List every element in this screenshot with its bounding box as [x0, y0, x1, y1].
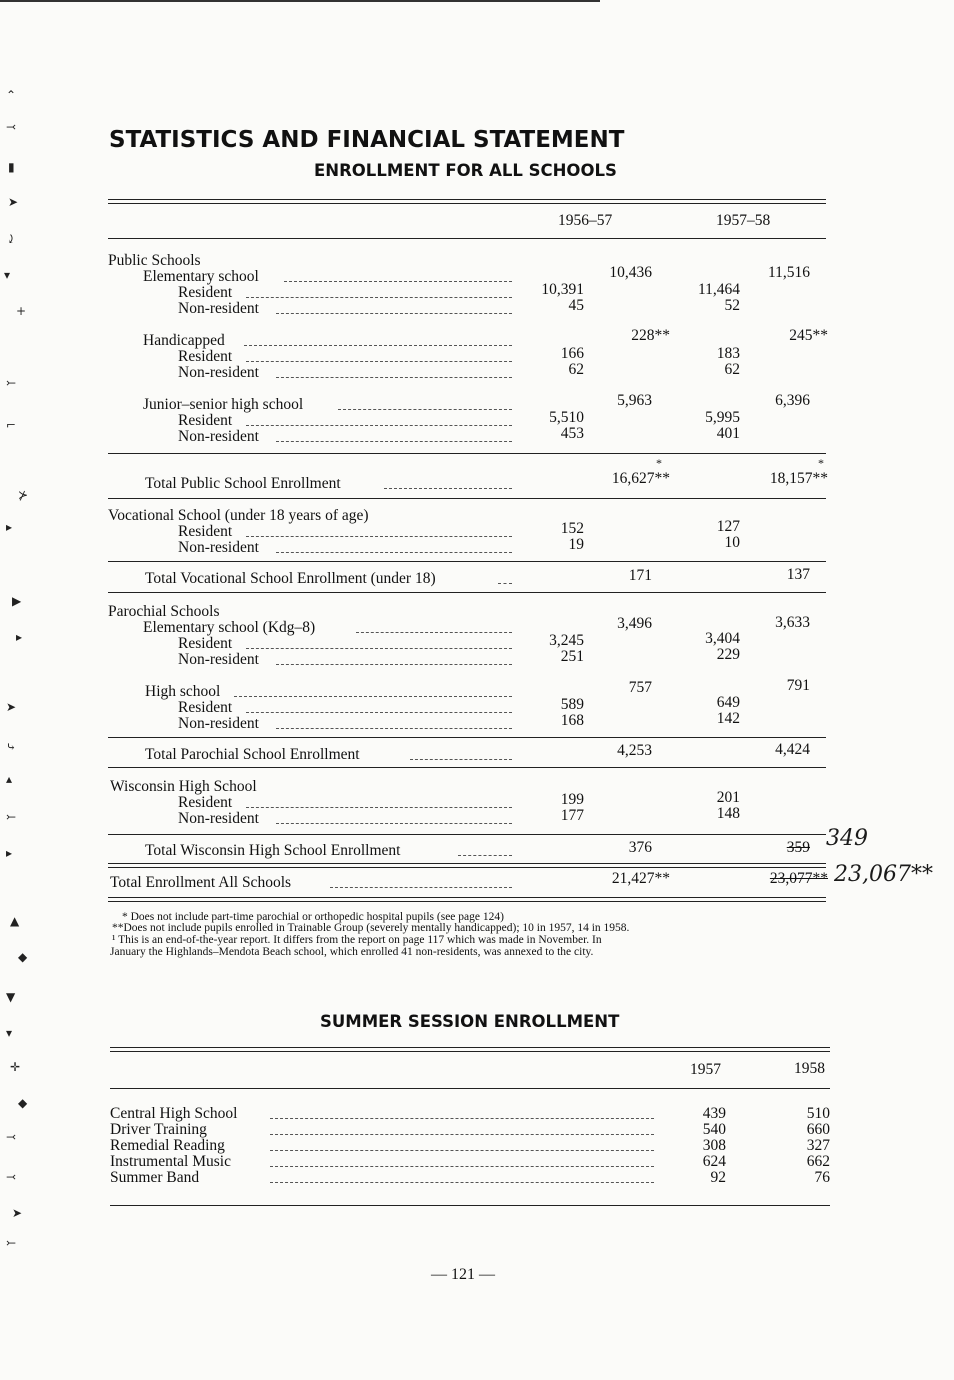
- value-nonres-5758: 62: [724, 361, 740, 378]
- margin-mark: ⊁: [18, 488, 29, 502]
- row-label: Non-resident: [178, 364, 259, 381]
- total-public-label: Total Public School Enrollment: [145, 475, 341, 492]
- summer-title: SUMMER SESSION ENROLLMENT: [320, 1012, 620, 1031]
- value-resident-5657: 10,391: [541, 281, 584, 298]
- margin-mark: ▾: [4, 268, 11, 282]
- leader-dots: [244, 345, 512, 346]
- margin-mark: ▮: [8, 160, 15, 174]
- value-resident-5758: 3,404: [705, 630, 740, 647]
- leader-dots: [276, 552, 512, 553]
- handwritten-correction: 23,067**: [834, 862, 933, 887]
- leader-dots: [270, 1134, 654, 1135]
- margin-mark: ▴: [6, 772, 13, 786]
- value-resident-5758: 201: [716, 789, 740, 806]
- value-nonres-5758: 142: [716, 710, 740, 727]
- leader-dots: [234, 696, 512, 697]
- summer-value-1957: 624: [702, 1153, 726, 1170]
- row-label: Resident: [178, 348, 233, 365]
- total-parochial-label: Total Parochial School Enrollment: [145, 746, 360, 763]
- total-vocational-label: Total Vocational School Enrollment (under 18): [145, 570, 436, 587]
- margin-mark: ⤚: [6, 376, 17, 390]
- row-label: Elementary school (Kdg–8): [143, 619, 316, 636]
- footnote-star: *: [818, 456, 824, 470]
- total-parochial-5657: 4,253: [617, 742, 652, 759]
- value-resident-5758: 11,464: [697, 281, 740, 298]
- section-rule: [108, 897, 826, 898]
- summer-bottom-rule: [110, 1205, 830, 1206]
- margin-mark: ▼: [6, 990, 16, 1004]
- section-rule: [108, 498, 826, 499]
- footnote: ¹ This is an end-of-the-year report. It differs from the report on page 117 which was made in November. In: [112, 934, 602, 946]
- leader-dots: [330, 887, 512, 888]
- margin-mark: ▸: [16, 630, 23, 644]
- total-wisconsin-5657: 376: [628, 839, 652, 856]
- value-nonres-5657: 251: [560, 648, 584, 665]
- value-nonres-5657: 453: [560, 425, 584, 442]
- margin-mark: ➤: [6, 700, 17, 714]
- leader-dots: [338, 409, 512, 410]
- margin-mark: ⤚: [6, 810, 17, 824]
- value-nonres-5758: 401: [716, 425, 740, 442]
- section-rule: [108, 834, 826, 835]
- summer-row-label: Central High School: [110, 1105, 238, 1122]
- value-total-5758: 3,633: [775, 614, 810, 631]
- section-heading-vocational: Vocational School (under 18 years of age): [108, 507, 369, 524]
- summer-value-1958: 662: [806, 1153, 830, 1170]
- value-resident-5657: 3,245: [549, 632, 584, 649]
- leader-dots: [458, 855, 512, 856]
- summer-row-label: Summer Band: [110, 1169, 200, 1186]
- summer-value-1957: 540: [702, 1121, 726, 1138]
- section-rule: [108, 592, 826, 593]
- value-nonres-5657: 62: [568, 361, 584, 378]
- leader-dots: [246, 297, 512, 298]
- total-public-5657: 16,627**: [611, 470, 670, 487]
- leader-dots: [410, 759, 512, 760]
- value-nonres-5657: 168: [560, 712, 584, 729]
- row-label: Non-resident: [178, 651, 259, 668]
- summer-value-1958: 660: [806, 1121, 830, 1138]
- margin-mark: ⤙: [6, 1170, 17, 1184]
- section-rule: [108, 561, 826, 562]
- summer-top-rule: [110, 1051, 830, 1052]
- margin-mark: ⌐: [6, 418, 17, 432]
- value-resident-5758: 5,995: [705, 409, 740, 426]
- leader-dots: [284, 281, 512, 282]
- page-subtitle: ENROLLMENT FOR ALL SCHOOLS: [314, 161, 617, 180]
- row-label: Resident: [178, 284, 233, 301]
- row-label: Resident: [178, 794, 233, 811]
- row-label: Non-resident: [178, 428, 259, 445]
- summer-column-1958: 1958: [794, 1060, 825, 1077]
- margin-mark: ⤙: [6, 120, 17, 134]
- row-label: Non-resident: [178, 810, 259, 827]
- column-header-1957-58: 1957–58: [716, 212, 771, 229]
- row-label: Resident: [178, 699, 233, 716]
- leader-dots: [276, 664, 512, 665]
- total-vocational-5758: 137: [786, 566, 810, 583]
- summer-value-1957: 92: [710, 1169, 726, 1186]
- footnote: January the Highlands–Mendota Beach school, which enrolled 41 non-residents, was annexed to the city.: [110, 946, 594, 958]
- summer-value-1958: 510: [806, 1105, 830, 1122]
- value-resident-5657: 166: [560, 345, 584, 362]
- summer-value-1957: 308: [702, 1137, 726, 1154]
- row-label: Resident: [178, 523, 233, 540]
- leader-dots: [276, 377, 512, 378]
- top-edge-line: [0, 0, 600, 2]
- leader-dots: [356, 632, 512, 633]
- column-header-1956-57: 1956–57: [558, 212, 613, 229]
- summer-value-1957: 439: [702, 1105, 726, 1122]
- row-label: Handicapped: [143, 332, 225, 349]
- section-heading-parochial: Parochial Schools: [108, 603, 220, 620]
- leader-dots: [270, 1166, 654, 1167]
- value-total-5657: 228**: [631, 327, 670, 344]
- total-all-5758-struck: 23,077**: [769, 870, 828, 887]
- row-label: Non-resident: [178, 539, 259, 556]
- value-nonres-5758: 148: [716, 805, 740, 822]
- total-wisconsin-5758-struck: 359: [786, 839, 810, 856]
- margin-mark: ✛: [10, 1060, 21, 1074]
- leader-dots: [246, 536, 512, 537]
- leader-dots: [276, 728, 512, 729]
- total-all-label: Total Enrollment All Schools: [110, 874, 292, 891]
- margin-mark: ⌃: [6, 88, 17, 102]
- value-resident-5758: 127: [716, 518, 740, 535]
- margin-mark: ▸: [6, 846, 13, 860]
- value-total-5758: 11,516: [767, 264, 810, 281]
- margin-mark: +: [16, 304, 27, 318]
- value-total-5758: 791: [786, 677, 810, 694]
- handwritten-correction: 349: [826, 826, 868, 851]
- margin-mark: ◆: [18, 1096, 28, 1110]
- page-number: — 121 —: [431, 1266, 495, 1283]
- footnote: **Does not include pupils enrolled in Trainable Group (severely mentally handicapped); 10 in 1957, 14 in 1958.: [112, 922, 630, 934]
- row-label: High school: [145, 683, 221, 700]
- value-nonres-5657: 45: [568, 297, 584, 314]
- summer-row-label: Instrumental Music: [110, 1153, 231, 1170]
- leader-dots: [270, 1118, 654, 1119]
- row-label: Resident: [178, 635, 233, 652]
- margin-mark: ⤷: [6, 740, 17, 754]
- leader-dots: [276, 823, 512, 824]
- section-rule: [108, 737, 826, 738]
- total-public-5758: 18,157**: [769, 470, 828, 487]
- section-rule: [108, 453, 826, 454]
- leader-dots: [246, 648, 512, 649]
- value-total-5657: 3,496: [617, 615, 652, 632]
- leader-dots: [270, 1150, 654, 1151]
- summer-header-rule: [110, 1088, 830, 1089]
- value-total-5657: 10,436: [609, 264, 652, 281]
- total-wisconsin-label: Total Wisconsin High School Enrollment: [145, 842, 401, 859]
- row-label: Non-resident: [178, 300, 259, 317]
- leader-dots: [270, 1182, 654, 1183]
- margin-mark: ➤: [8, 195, 19, 209]
- margin-mark: ▲: [10, 914, 20, 928]
- summer-column-1957: 1957: [690, 1061, 721, 1078]
- row-label: Resident: [178, 412, 233, 429]
- value-resident-5758: 183: [716, 345, 740, 362]
- value-total-5758: 245**: [789, 327, 828, 344]
- section-rule: [108, 863, 826, 864]
- summer-row-label: Remedial Reading: [110, 1137, 225, 1154]
- margin-mark: ▶: [12, 594, 22, 608]
- footnote-star: *: [656, 456, 662, 470]
- value-resident-5657: 5,510: [549, 409, 584, 426]
- total-parochial-5758: 4,424: [775, 741, 810, 758]
- value-nonres-5657: 19: [568, 536, 584, 553]
- margin-mark: ⤙: [6, 1130, 17, 1144]
- leader-dots: [498, 583, 512, 584]
- value-resident-5758: 649: [716, 694, 740, 711]
- margin-mark: ▾: [6, 1026, 13, 1040]
- value-resident-5657: 152: [560, 520, 584, 537]
- value-nonres-5758: 229: [716, 646, 740, 663]
- summer-top-rule: [110, 1047, 830, 1048]
- leader-dots: [276, 313, 512, 314]
- page-title: STATISTICS AND FINANCIAL STATEMENT: [109, 127, 625, 153]
- row-label: Non-resident: [178, 715, 259, 732]
- value-nonres-5758: 10: [724, 534, 740, 551]
- row-label: Junior–senior high school: [143, 396, 304, 413]
- value-resident-5657: 589: [560, 696, 584, 713]
- summer-value-1958: 327: [806, 1137, 830, 1154]
- leader-dots: [246, 807, 512, 808]
- leader-dots: [384, 488, 512, 489]
- total-vocational-5657: 171: [628, 567, 652, 584]
- value-total-5657: 757: [628, 679, 652, 696]
- section-heading-public: Public Schools: [108, 252, 201, 269]
- summer-value-1958: 76: [814, 1169, 830, 1186]
- section-rule: [108, 767, 826, 768]
- leader-dots: [246, 712, 512, 713]
- value-nonres-5758: 52: [724, 297, 740, 314]
- value-resident-5657: 199: [560, 791, 584, 808]
- row-label: Elementary school: [143, 268, 259, 285]
- table-top-rule: [108, 203, 826, 204]
- leader-dots: [246, 425, 512, 426]
- footnote: * Does not include part-time parochial or orthopedic hospital pupils (see page 124): [122, 911, 504, 923]
- leader-dots: [246, 361, 512, 362]
- section-heading-wisconsin: Wisconsin High School: [110, 778, 257, 795]
- table-top-rule: [108, 199, 826, 200]
- value-total-5657: 5,963: [617, 392, 652, 409]
- total-all-5657: 21,427**: [611, 870, 670, 887]
- margin-mark: ▸: [6, 520, 13, 534]
- margin-mark: ➤: [12, 1206, 23, 1220]
- section-rule: [108, 901, 826, 902]
- section-rule: [108, 867, 826, 868]
- header-rule: [108, 238, 826, 239]
- value-nonres-5657: 177: [560, 807, 584, 824]
- leader-dots: [276, 441, 512, 442]
- margin-mark: ◆: [18, 950, 28, 964]
- margin-mark: ⤸: [6, 232, 17, 246]
- margin-mark: ⤚: [6, 1236, 17, 1250]
- value-total-5758: 6,396: [775, 392, 810, 409]
- summer-row-label: Driver Training: [110, 1121, 207, 1138]
